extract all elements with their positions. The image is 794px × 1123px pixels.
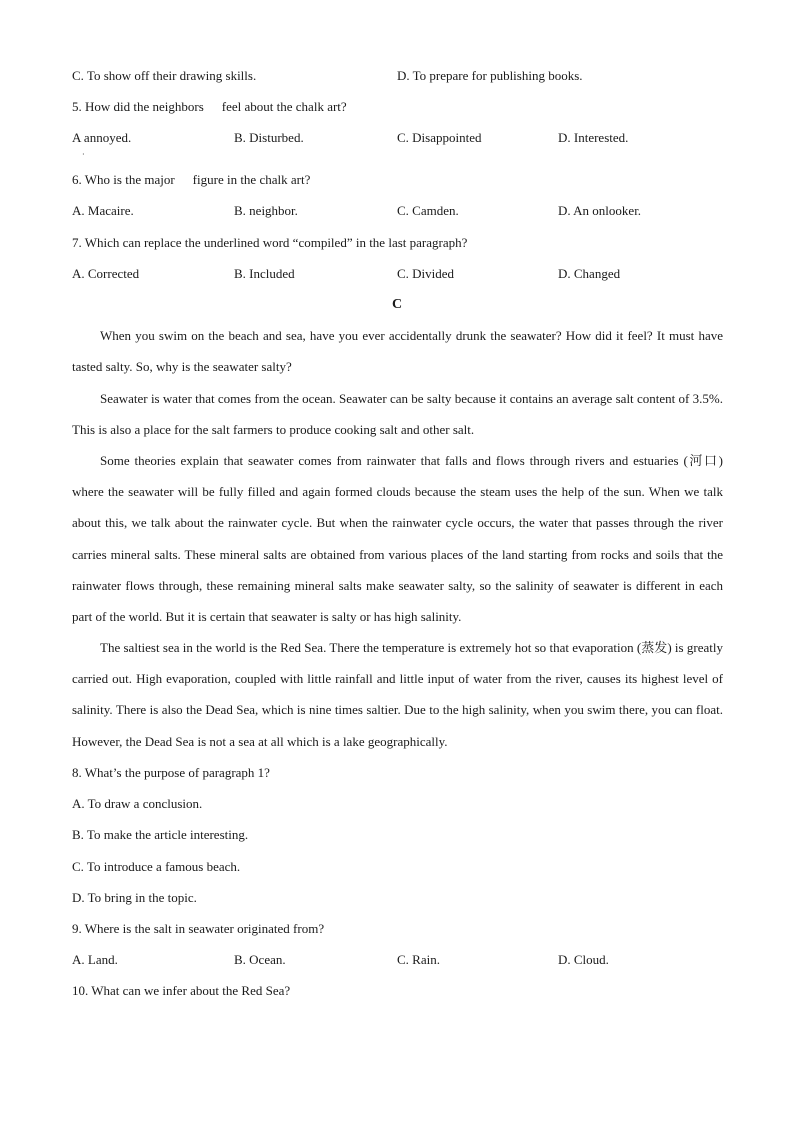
q8-stem: 8. What’s the purpose of paragraph 1? <box>72 765 270 780</box>
q4-option-c: C. To show off their drawing skills. <box>72 68 257 83</box>
q4-option-d: D. To prepare for publishing books. <box>397 68 583 83</box>
q9-option-c: C. Rain. <box>397 952 440 967</box>
q8-option-d: D. To bring in the topic. <box>72 890 197 905</box>
q9-option-d: D. Cloud. <box>558 952 609 967</box>
q5-option-c: C. Disappointed <box>397 130 482 145</box>
q7-option-a: A. Corrected <box>72 266 140 281</box>
q6-stem-part1: 6. Who is the major <box>72 172 175 187</box>
q5-option-d: D. Interested. <box>558 130 629 145</box>
q6-stem <box>72 172 310 188</box>
q7-option-d: D. Changed <box>558 266 621 281</box>
q6-option-b: B. neighbor. <box>234 203 298 218</box>
q7-option-c: C. Divided <box>397 266 455 281</box>
section-heading: C <box>391 297 403 312</box>
stray-dot: · <box>82 150 85 159</box>
q5-stem-part1: 5. How did the neighbors <box>72 99 204 114</box>
q8-option-a: A. To draw a conclusion. <box>72 796 203 811</box>
q6-stem-part2: figure in the chalk art? <box>192 172 311 187</box>
q5-stem <box>72 99 347 115</box>
passage-paragraph-4: The saltiest sea in the world is the Red Sea. There the temperature is extremely hot so that evaporation (蒸发) is greatly carried out. High evaporation, coupled with little rainfall and little input of water from the river, causes its highest level of salinity. There is also the Dead Sea, which is nine times saltier. Due to the high salinity, when you swim there, you can float. However, the Dead Sea is not a sea at all which is a lake geographically. <box>72 640 723 749</box>
q8-option-b: B. To make the article interesting. <box>72 827 249 842</box>
q5-option-a: A annoyed. <box>72 130 132 145</box>
q7-stem: 7. Which can replace the underlined word “compiled” in the last paragraph? <box>72 235 468 250</box>
q9-stem: 9. Where is the salt in seawater originated from? <box>72 921 325 936</box>
q7-option-b: B. Included <box>234 266 295 281</box>
passage-paragraph-1: When you swim on the beach and sea, have you ever accidentally drunk the seawater? How did it feel? It must have tasted salty. So, why is the seawater salty? <box>72 328 723 375</box>
q5-option-b: B. Disturbed. <box>234 130 304 145</box>
q10-stem: 10. What can we infer about the Red Sea? <box>72 983 291 998</box>
passage-paragraph-2: Seawater is water that comes from the ocean. Seawater can be salty because it contains an average salt content of 3.5%. This is also a place for the salt farmers to produce cooking salt and other salt. <box>72 391 723 438</box>
q9-option-b: B. Ocean. <box>234 952 286 967</box>
q6-option-d: D. An onlooker. <box>558 203 642 218</box>
q6-option-a: A. Macaire. <box>72 203 134 218</box>
q9-option-a: A. Land. <box>72 952 118 967</box>
q5-stem-part2: feel about the chalk art? <box>221 99 347 114</box>
q8-option-c: C. To introduce a famous beach. <box>72 859 241 874</box>
q6-option-c: C. Camden. <box>397 203 459 218</box>
passage-paragraph-3: Some theories explain that seawater comes from rainwater that falls and flows through rivers and estuaries (河口) where the seawater will be fully filled and again formed clouds because the steam uses the help of the sun. When we talk about this, we talk about the rainwater cycle. But when the rainwater cycle occurs, the water that passes through the river carries mineral salts. These mineral salts are obtained from various places of the land starting from rocks and soils that the rainwater flows through, these remaining mineral salts make seawater salty, so the salinity of seawater is different in each part of the world. But it is certain that seawater is salty or has high salinity. <box>72 453 723 625</box>
